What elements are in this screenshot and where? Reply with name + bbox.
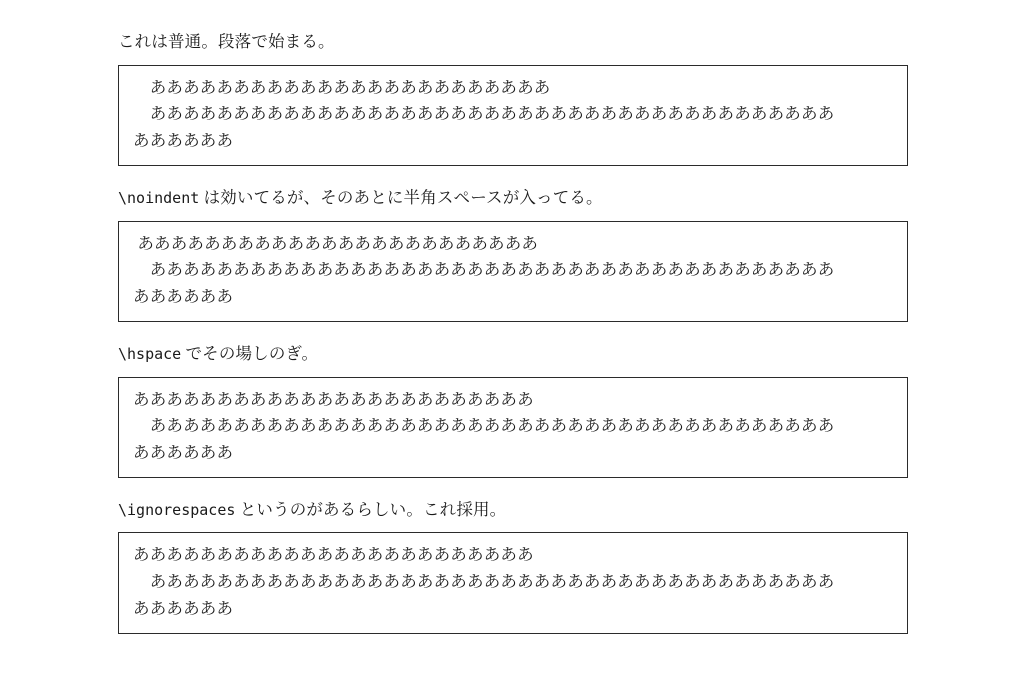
section-caption — [118, 186, 908, 211]
sample-box — [118, 377, 908, 478]
caption-trailing-text: は効いてるが、そのあとに半角スペースが入ってる。 — [199, 187, 603, 207]
sample-line: ああああああ — [133, 131, 234, 151]
sample-line: ああああああああああああああああああああああああ — [133, 77, 551, 97]
section-hspace — [118, 342, 908, 478]
caption-trailing-text: でその場しのぎ。 — [181, 343, 319, 363]
sample-line: ああああああ — [133, 443, 234, 462]
sample-line: ああああああ — [133, 598, 234, 618]
sample-box — [118, 532, 908, 633]
sample-line: ああああああああああああああああああああああああ — [133, 389, 534, 409]
sample-line: あああああああああああああああああああああああああああああああああああああああああ — [133, 104, 835, 124]
sample-line: ああああああ — [133, 287, 234, 307]
caption-plain-text: これは普通。段落で始まる。 — [118, 32, 335, 51]
section-ignorespaces — [118, 498, 908, 634]
document-content — [118, 30, 908, 634]
sample-line: あああああああああああああああああああああああああああああああああああああああああ — [133, 416, 835, 436]
sample-line: あああああああああああああああああああああああああああああああああああああああああ — [133, 572, 835, 592]
caption-command: \ignorespaces — [118, 500, 236, 519]
section-caption — [118, 498, 908, 523]
sample-line: ああああああああああああああああああああああああ — [133, 233, 539, 253]
section-noindent — [118, 186, 908, 322]
sample-box — [118, 221, 908, 322]
section-caption — [118, 30, 908, 55]
caption-command: \noindent — [118, 188, 200, 207]
sample-box — [118, 65, 908, 166]
sample-line: ああああああああああああああああああああああああ — [133, 545, 534, 565]
sample-line: あああああああああああああああああああああああああああああああああああああああああ — [133, 260, 835, 280]
section-normal-paragraph — [118, 30, 908, 166]
section-caption — [118, 342, 908, 367]
caption-command: \hspace — [118, 344, 182, 363]
caption-trailing-text: というのがあるらしい。これ採用。 — [235, 499, 507, 519]
